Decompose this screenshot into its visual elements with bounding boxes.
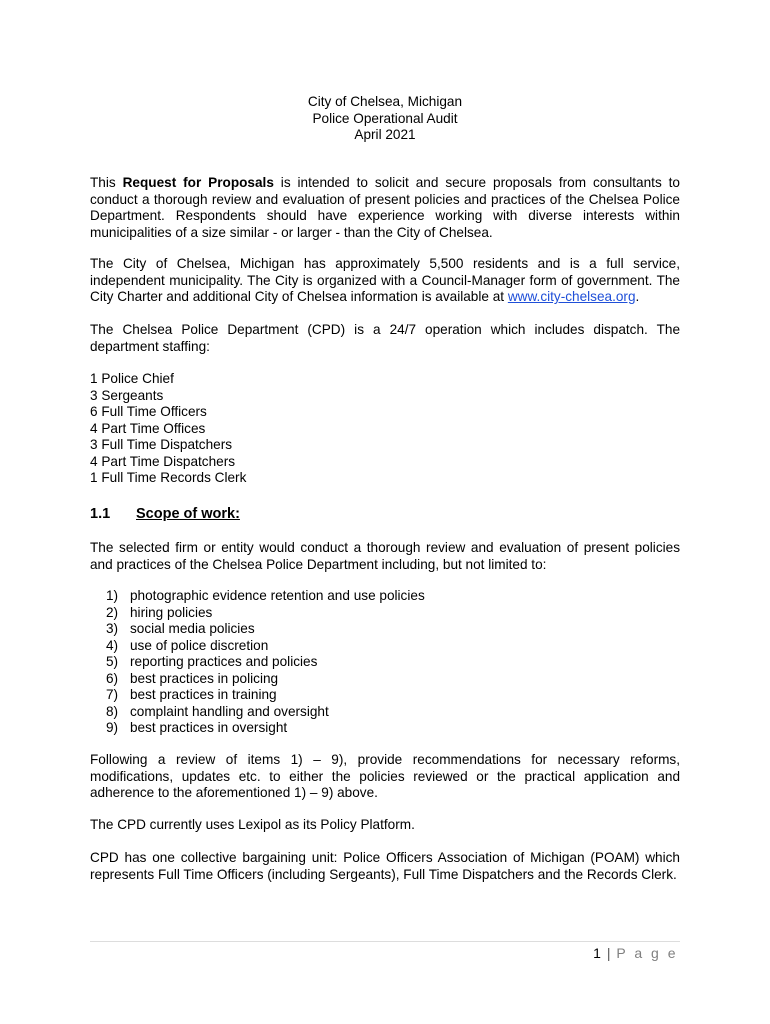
scope-list	[106, 588, 425, 737]
scope-item-text: best practices in training	[130, 687, 277, 702]
staffing-list	[90, 371, 246, 487]
intro-lead: This	[90, 175, 123, 190]
document-header	[0, 94, 770, 144]
scope-item	[106, 687, 425, 704]
section-title: Scope of work:	[136, 506, 240, 522]
scope-item-marker: 6)	[106, 670, 119, 686]
staffing-item: 3 Full Time Dispatchers	[90, 437, 233, 452]
scope-item	[106, 704, 425, 721]
scope-item-text: best practices in oversight	[130, 720, 288, 735]
scope-item-text: complaint handling and oversight	[130, 703, 329, 719]
staffing-item: 3 Sergeants	[90, 387, 164, 403]
union-paragraph: CPD has one collective bargaining unit: Police Officers Association of Michigan (POAM) which represents Full Time Officers (including Sergeants), Full Time Dispatchers and the Records Clerk.	[90, 850, 680, 882]
section-heading	[90, 506, 240, 523]
city-website-link[interactable]: www.city-chelsea.org	[507, 289, 636, 304]
lexipol-paragraph: The CPD currently uses Lexipol as its Policy Platform.	[90, 817, 415, 832]
scope-item-text: reporting practices and policies	[130, 654, 318, 669]
staffing-item: 4 Part Time Offices	[90, 420, 206, 436]
header-city: City of Chelsea, Michigan	[307, 94, 463, 109]
staffing-item: 6 Full Time Officers	[90, 404, 207, 419]
intro-paragraph	[90, 175, 680, 241]
scope-item-marker: 4)	[106, 637, 119, 653]
scope-paragraph: The selected firm or entity would conduct a thorough review and evaluation of present policies and practices of the Chelsea Police Department including, but not limited to:	[90, 540, 680, 572]
scope-item-marker: 8)	[106, 703, 119, 719]
scope-item	[106, 654, 425, 671]
footer-divider	[90, 941, 680, 942]
staffing-item: 4 Part Time Dispatchers	[90, 453, 236, 469]
following-paragraph: Following a review of items 1) – 9), provide recommendations for necessary reforms, modifications, updates etc. to either the policies reviewed or the practical application and adherence to the aforementioned 1) – 9) above.	[90, 752, 680, 800]
scope-item-text: social media policies	[130, 621, 255, 636]
scope-item	[106, 720, 425, 737]
scope-item	[106, 605, 425, 622]
scope-item-text: best practices in policing	[130, 670, 279, 686]
header-date: April 2021	[354, 127, 416, 142]
scope-item-text: use of police discretion	[130, 637, 269, 653]
page-number: 1	[593, 945, 601, 961]
scope-item-text: photographic evidence retention and use policies	[130, 588, 425, 603]
intro-bold: Request for Proposals	[122, 175, 274, 190]
intro-rest: is intended to solicit and secure proposals from consultants to conduct a thorough review and evaluation of present policies and practices of the Chelsea Police Department. Respondents should have experience working with diverse interests within municipalities of a size similar - or larger - than the City of Chelsea.	[90, 175, 680, 240]
scope-item-marker: 7)	[106, 687, 119, 702]
scope-item-marker: 2)	[106, 604, 119, 620]
scope-item-marker: 9)	[106, 720, 119, 735]
city-end: .	[635, 289, 640, 304]
page-label: P a g e	[616, 945, 678, 961]
scope-item-marker: 1)	[106, 588, 119, 603]
staffing-item: 1 Full Time Records Clerk	[90, 470, 247, 485]
page-footer	[593, 945, 678, 962]
cpd-paragraph: The Chelsea Police Department (CPD) is a 24/7 operation which includes dispatch. The department staffing:	[90, 322, 680, 354]
staffing-item: 1 Police Chief	[90, 371, 174, 386]
scope-item	[106, 588, 425, 605]
city-paragraph	[90, 256, 680, 306]
section-number: 1.1	[90, 506, 111, 522]
scope-item-marker: 3)	[106, 621, 119, 636]
scope-item	[106, 621, 425, 638]
scope-item-text: hiring policies	[130, 604, 213, 620]
scope-item-marker: 5)	[106, 654, 119, 669]
scope-item	[106, 638, 425, 655]
city-text: The City of Chelsea, Michigan has approximately 5,500 residents and is a full service, independent municipality. The City is organized with a Council-Manager form of government. The City Charter and additional City of Chelsea information is available at	[90, 256, 680, 304]
header-title: Police Operational Audit	[312, 110, 458, 126]
scope-item	[106, 671, 425, 688]
footer-separator: |	[606, 945, 611, 961]
